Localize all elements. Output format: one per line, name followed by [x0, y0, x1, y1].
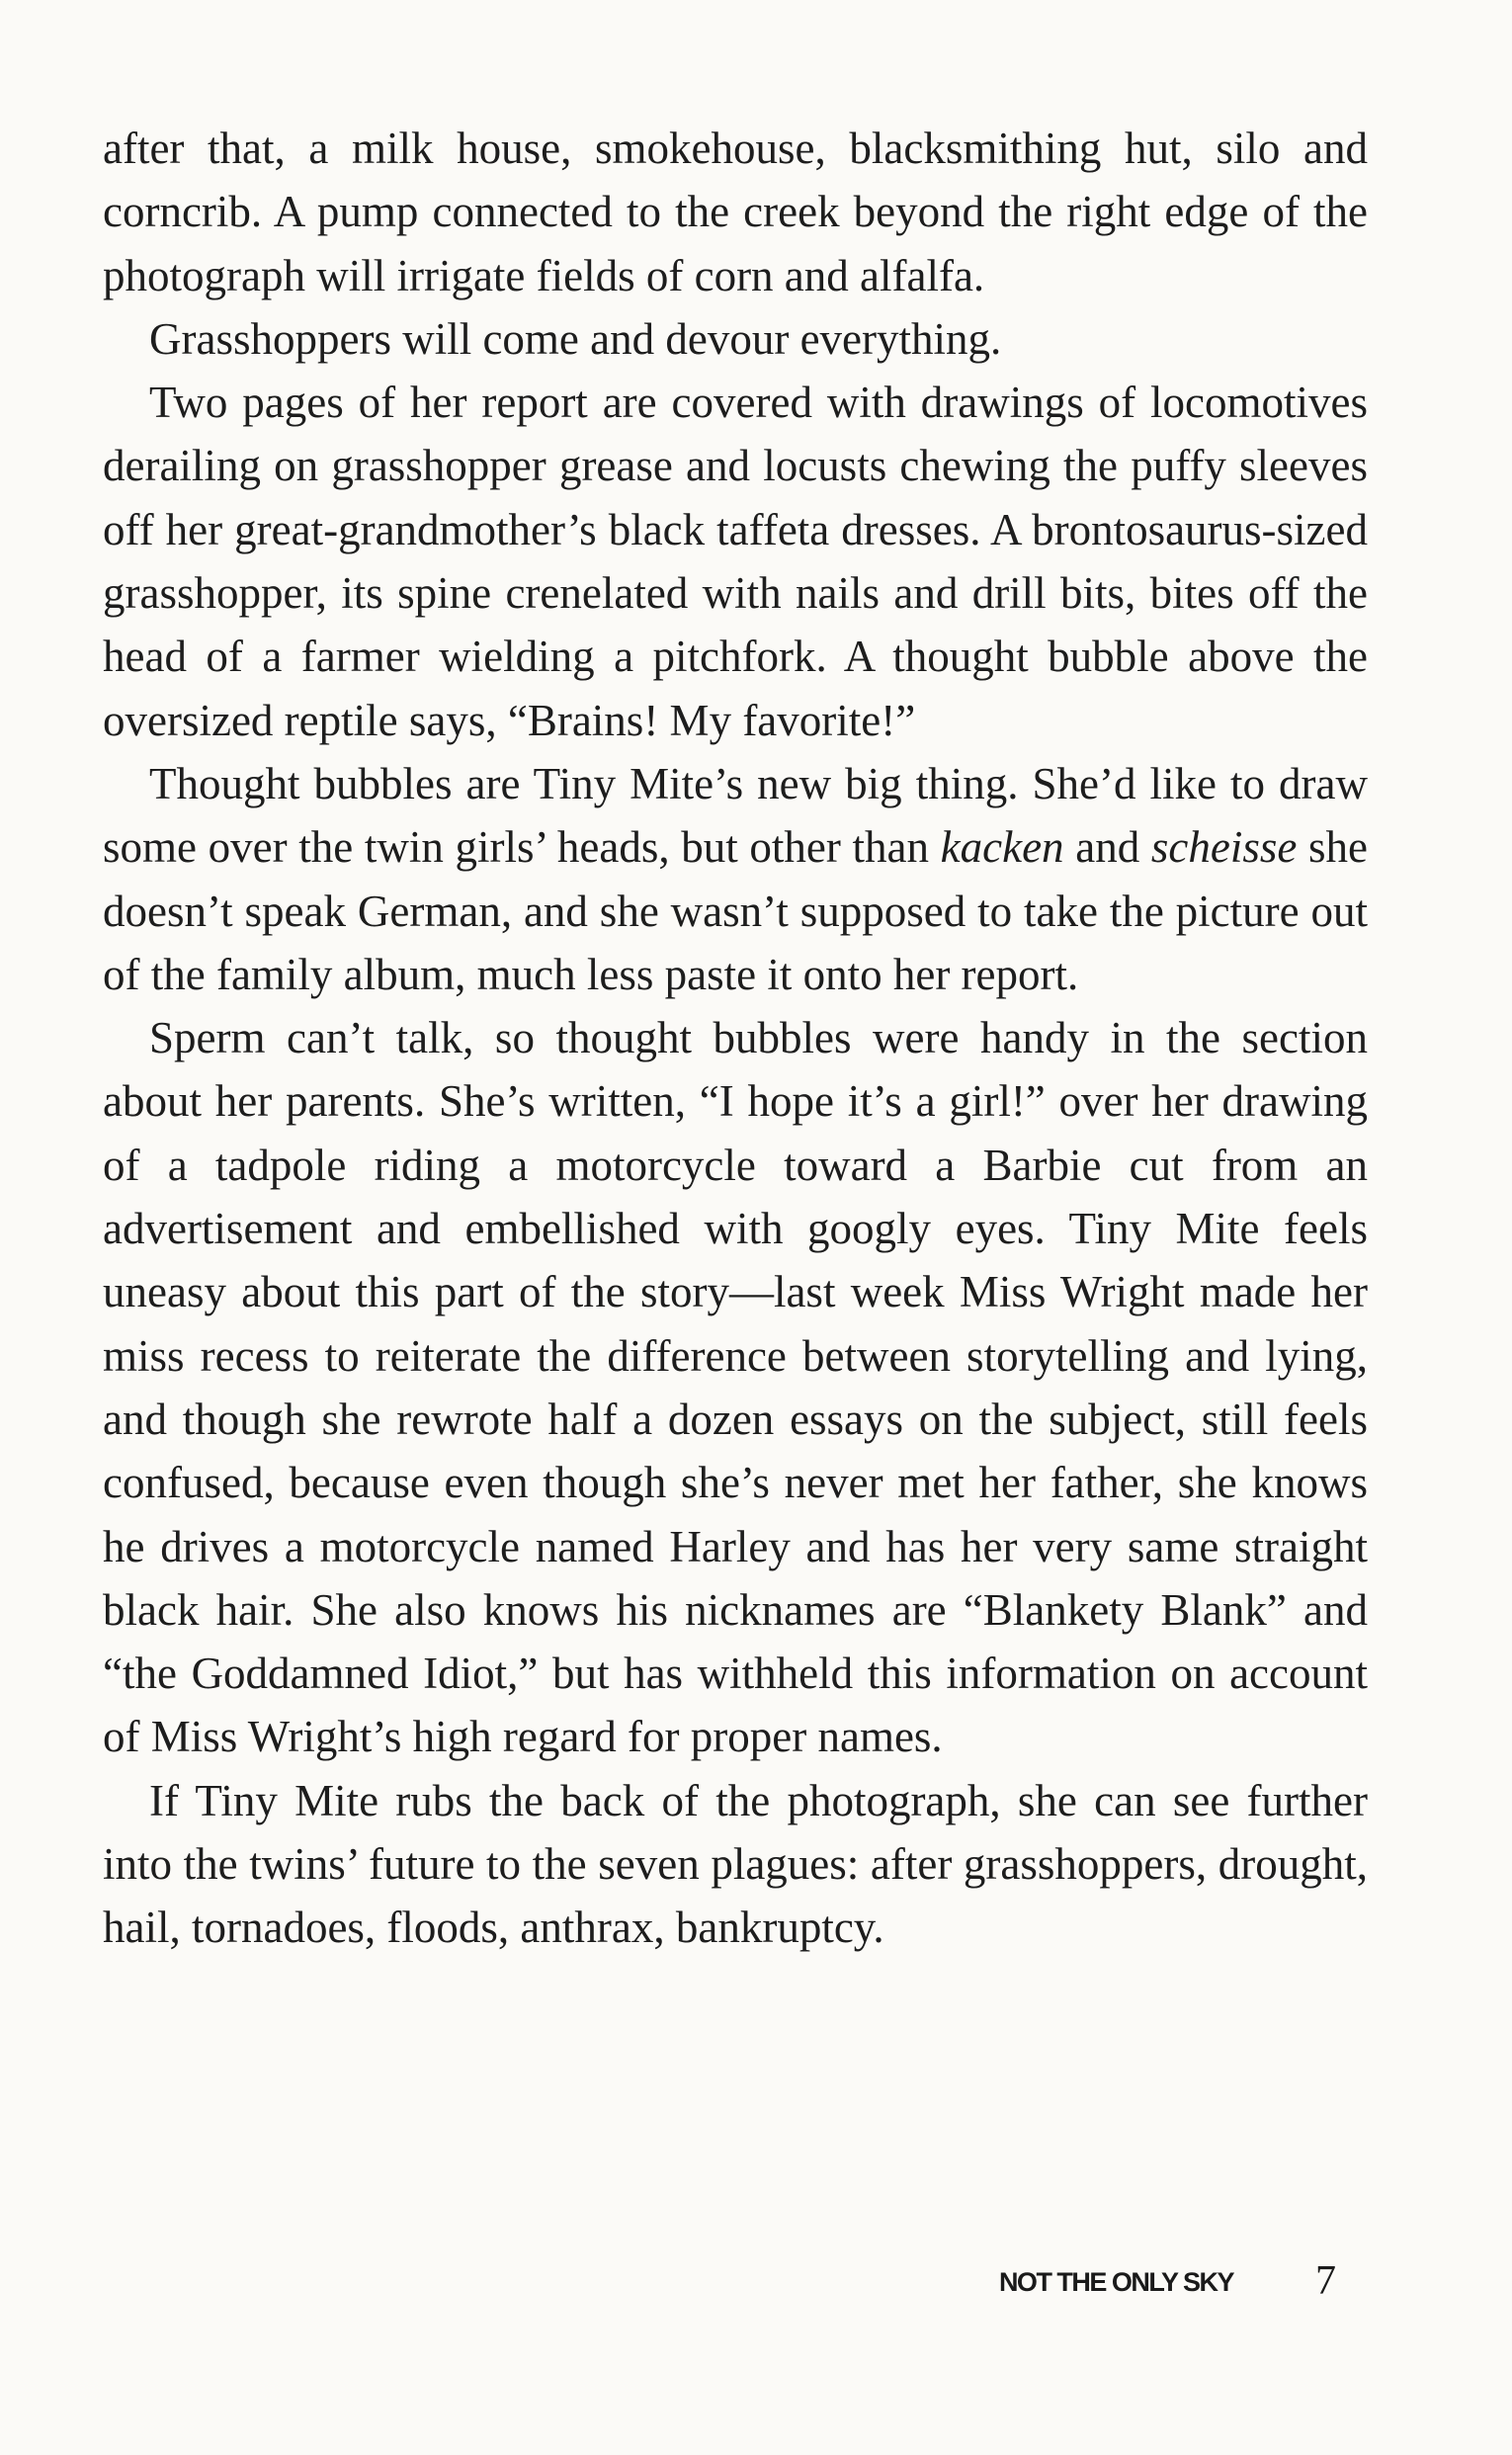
text-run: and [1063, 822, 1151, 873]
paragraph: Two pages of her report are covered with drawings of locomotives derailing on grasshopper grease and locusts chewing the puffy sleeves off her great-grandmother’s black taffeta dresses. A brontosaurus-sized grasshopper, its spine crenelated with nails and drill bits, bites off the head of a farmer wielding a pitchfork. A thought bubble above the oversized reptile says, “Brains! My favorite!” [103, 378, 1368, 745]
text-run: Thought bubbles are Tiny Mite’s new big thing. She’d like to draw some over the twin girls’ heads, but other than [103, 758, 1368, 873]
body-text [103, 117, 1368, 1960]
paragraph: Sperm can’t talk, so thought bubbles were handy in the section about her parents. She’s written, “I hope it’s a girl!” over her drawing of a tadpole riding a motorcycle toward a Barbie cut from an advertisement and embellished with googly eyes. Tiny Mite feels uneasy about this part of the story—last week Miss Wright made her miss recess to reiterate the difference between storytelling and lying, and though she rewrote half a dozen essays on the subject, still feels confused, because even though she’s never met her father, she knows he drives a motorcycle named Harley and has her very same straight black hair. She also knows his nicknames are “Blankety Blank” and “the Goddamned Idiot,” but has withheld this information on account of Miss Wright’s high regard for proper names. [103, 1013, 1368, 1762]
running-footer [949, 2257, 1364, 2317]
page-number: 7 [1315, 2258, 1336, 2304]
paragraph: If Tiny Mite rubs the back of the photograph, she can see further into the twins’ future to the seven plagues: after grasshoppers, drought, hail, tornadoes, floods, anthrax, bankruptcy. [103, 1775, 1368, 1953]
italic-word: kacken [940, 822, 1064, 873]
text-run: she doesn’t speak German, and she wasn’t supposed to take the picture out of the family album, much less paste it onto her report. [103, 822, 1368, 999]
running-title: NOT THE ONLY SKY [998, 2267, 1233, 2297]
paragraph [103, 752, 1368, 1006]
paragraph: Grasshoppers will come and devour everything. [149, 313, 1002, 364]
paragraph-continued: after that, a milk house, smokehouse, blacksmithing hut, silo and corncrib. A pump connected to the creek beyond the right edge of the photograph will irrigate fields of corn and alfalfa. [103, 124, 1368, 300]
italic-word: scheisse [1150, 822, 1298, 873]
